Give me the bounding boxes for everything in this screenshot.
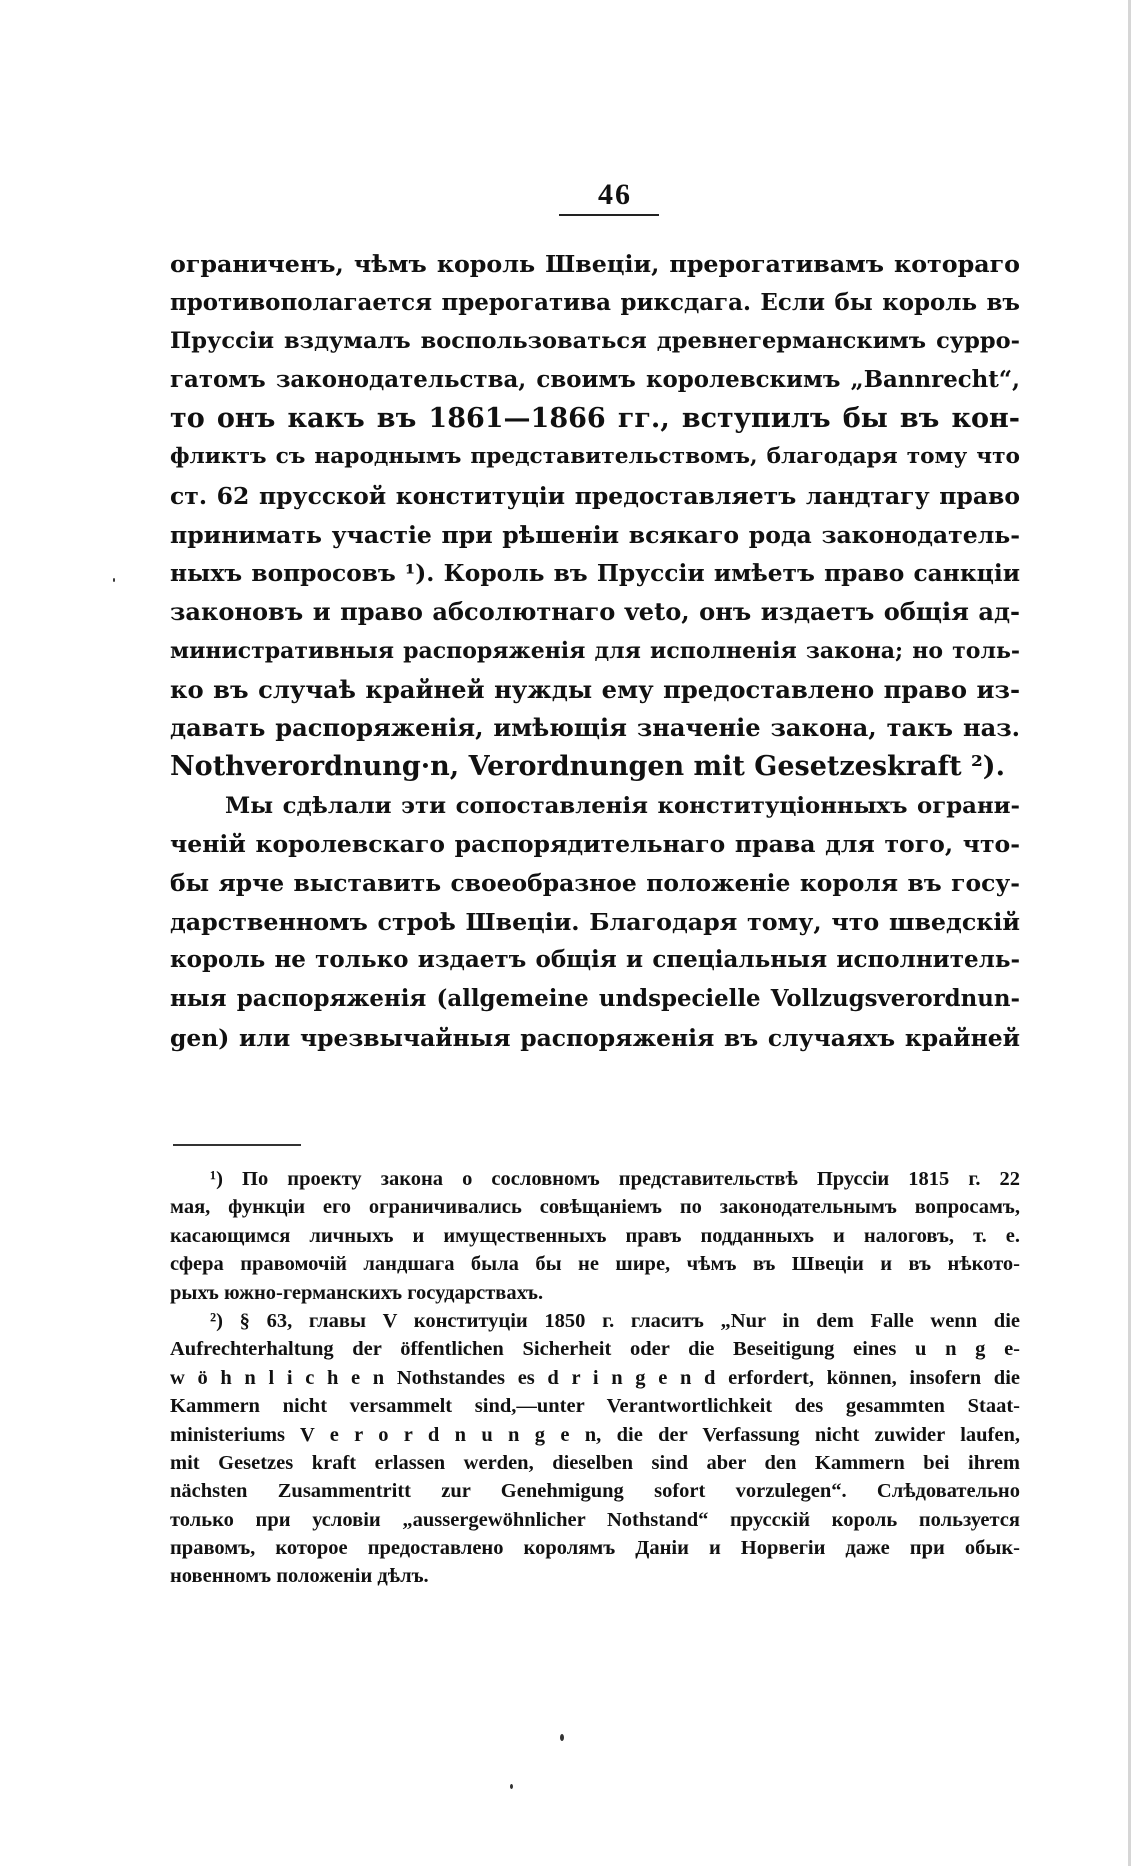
text-line: фликтъ съ народнымъ представительствомъ, благодаря тому что (170, 444, 1020, 470)
text-line: дарственномъ строѣ Швеціи. Благодаря тому, что шведскій (170, 907, 1020, 936)
text-line: Nothverordnung·n, Verordnungen mit Gesetzeskraft ²). (170, 750, 1005, 782)
scan-speck (560, 1734, 564, 1741)
text-line: ко въ случаѣ крайней нужды ему предоставлено право из- (170, 674, 1020, 704)
text-line: гатомъ законодательства, своимъ королевскимъ „Bannrecht“, (170, 367, 1020, 394)
text-line: то онъ какъ въ 1861—1866 гг., вступилъ бы въ кон- (170, 402, 1020, 434)
text-line: министративныя распоряженія для исполненія закона; но толь- (170, 637, 1020, 664)
footnote-line: nächsten Zusammentritt zur Genehmigung sofort vorzulegen“. Слѣдовательно (170, 1480, 1020, 1503)
text-line: Пруссіи вздумалъ воспользоваться древнегерманскимъ сурро- (170, 328, 1020, 355)
text-line: король не только издаетъ общія и спеціальныя исполнитель- (170, 946, 1020, 974)
footnote-line: Kammern nicht versammelt sind,—unter Verantwortlichkeit des gesammten Staat- (170, 1395, 1020, 1418)
text-line: принимать участіе при рѣшеніи всякаго рода законодатель- (170, 520, 1020, 549)
footnote-line: касающимся личныхъ и имущественныхъ правъ подданныхъ и налоговъ, т. е. (170, 1224, 1020, 1247)
footnotes (170, 1165, 1020, 1591)
text-line: ныя распоряженія (allgemeine undspecielle Vollzugsverordnun- (170, 986, 1020, 1013)
footnote-line: Aufrechterhaltung der öffentlichen Sicherheit oder die Beseitigung eines u n g e- (170, 1338, 1020, 1361)
text-line: законовъ и право абсолютнаго veto, онъ издаетъ общія ад- (170, 597, 1020, 627)
scan-speck (113, 578, 115, 582)
page-number-rule (559, 214, 659, 216)
footnote-line: w ö h n l i c h e n Nothstandes es d r i n g e n d erfordert, können, insofern die (170, 1366, 1020, 1389)
footnote-separator (173, 1144, 301, 1146)
text-line: давать распоряженія, имѣющія значеніе закона, такъ наз. (170, 713, 1020, 743)
footnote-line: рыхъ южно-германскихъ государствахъ. (170, 1281, 544, 1304)
footnote-line: только при условіи „aussergewöhnlicher Nothstand“ прусскій король пользуется (170, 1508, 1020, 1531)
footnote-line: правомъ, которое предоставлено королямъ Даніи и Норвегіи даже при обык- (170, 1537, 1020, 1560)
text-line: Мы сдѣлали эти сопоставленія конституціонныхъ ограни- (225, 792, 1020, 819)
footnote-line: ¹) По проекту закона о сословномъ представительствѣ Пруссіи 1815 г. 22 (210, 1168, 1020, 1190)
page-edge-shadow (1128, 0, 1131, 1866)
footnote-line: сфера правомочій ландшага была бы не шире, чѣмъ въ Швеціи и въ нѣкото- (170, 1253, 1020, 1276)
footnote-line: ²) § 63, главы V конституціи 1850 г. гласитъ „Nur in dem Falle wenn die (210, 1309, 1020, 1332)
page-number: 46 (598, 178, 632, 211)
main-text (170, 245, 1020, 1057)
text-line: gen) или чрезвычайныя распоряженія въ случаяхъ крайней (170, 1023, 1020, 1052)
footnote-line: мая, функціи его ограничивались совѣщаніемъ по законодательнымъ вопросамъ, (170, 1196, 1020, 1219)
footnote-line: mit Gesetzes kraft erlassen werden, dieselben sind aber den Kammern bei ihrem (170, 1451, 1020, 1474)
text-line: бы ярче выставить своеобразное положеніе короля въ госу- (170, 869, 1020, 897)
text-line: ст. 62 прусской конституціи предоставляетъ ландтагу право (170, 482, 1020, 511)
text-line: ограниченъ, чѣмъ король Швеціи, прерогативамъ котораго (170, 250, 1020, 278)
text-line: противополагается прерогатива риксдага. Если бы король въ (170, 288, 1020, 316)
text-line: ныхъ вопросовъ ¹). Король въ Пруссіи имѣетъ право санкціи (170, 559, 1020, 587)
footnote-line: новенномъ положеніи дѣлъ. (170, 1565, 429, 1588)
footnote-line: ministeriums V e r o r d n u n g e n, die der Verfassung nicht zuwider laufen, (170, 1423, 1020, 1446)
scan-speck (510, 1784, 513, 1789)
text-line: ченій королевскаго распорядительнаго права для того, что- (170, 830, 1020, 859)
